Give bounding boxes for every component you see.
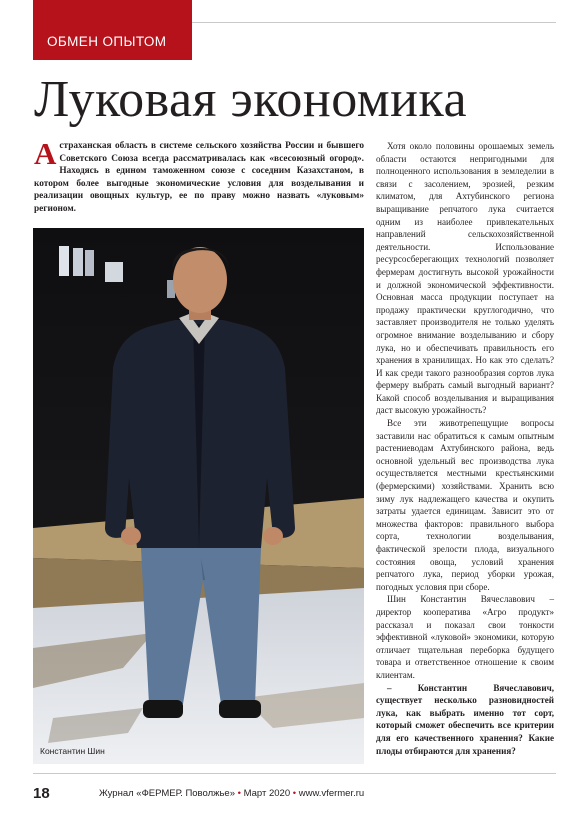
journal-name: Журнал «ФЕРМЕР. Поволжье» [99, 788, 235, 799]
rubric-label: ОБМЕН ОПЫТОМ [47, 34, 167, 49]
photo-caption: Константин Шин [40, 746, 105, 756]
footer-rule [33, 773, 556, 774]
body-paragraph: Все эти животрепещущие вопросы заставили нас обратиться к самым опытным растениеводам Ахтубинского района, ведь основной удельный вес производства лука осуществляется местными крестьянскими (фермерскими) хозяйствами. Хранить всю зиму лук надлежащего качества и окупить затраты удается единицам. Зависит это от множества факторов: правильного выбора сорта, технологии возделывания, фактической зрелости плода, визуального состояния овоща, условий хранения репчатого лука, период уборки урожая, погодных условия при сборе. [376, 418, 554, 592]
page-number: 18 [33, 785, 50, 802]
footer-separator: • [290, 788, 299, 799]
article-lead [34, 136, 364, 216]
drop-cap: А [34, 136, 57, 171]
photo-illustration [33, 228, 364, 764]
portrait-photo [33, 228, 364, 764]
interview-question: – Константин Вячеславович, существует несколько разновидностей лука, как выбрать именно тот сорт, который сможет обеспечить все критерии для его качественного хранения? Какие плоды отбираются для хранения? [376, 682, 554, 756]
issue-date: Март 2020 [243, 788, 291, 799]
website-link[interactable]: www.vfermer.ru [298, 788, 365, 799]
lead-text: страханская область в системе сельского хозяйства России и бывшего Советского Союза всегда рассматривалась как «всесоюзный огород». Находясь в едином таможенном союзе с соседним Казахстаном, в котором более выгодные экономические условия для возделывания и реализации овощных культур, ее по праву можно назвать «луковым» регионом. [34, 141, 364, 214]
footer-info [99, 788, 364, 799]
body-paragraph: Хотя около половины орошаемых земель области остаются непригодными для полноценного использования в земледелии в связи с засолением, эрозией, резким климатом, для Ахтубинского региона выращивание репчатого лука считается одним из наиболее привлекательных направлений сельскохозяйственной деятельности. Использование ресурсосберегающих технологий позволяет фермерам достигнуть высокой урожайности и должной экономической эффективности. Основная масса продукции поступает на продажу практически круглогодично, что заставляет производителя не только уделять огромное внимание возделыванию и сбору лука, но и обеспечивать правильность его хранения в хранилищах. Но как это сделать? И как среди такого разнообразия сортов лука фермеру выбрать самый выгодный вариант? Какой способ возделывания и выращивания даст высокую урожайность? [376, 141, 554, 416]
article-body-column [376, 140, 554, 757]
footer-separator: • [235, 788, 244, 799]
header-rule [192, 22, 556, 23]
body-paragraph: Шин Константин Вячеславович – директор кооператива «Агро продукт» рассказал и показал свои тонкости эффективной «луковой» экономики, которую отличает тщательная переборка будущего товара и ответственное отношение к своим клиентам. [376, 594, 554, 680]
section-rubric [33, 0, 192, 60]
article-headline: Луковая экономика [34, 71, 468, 128]
